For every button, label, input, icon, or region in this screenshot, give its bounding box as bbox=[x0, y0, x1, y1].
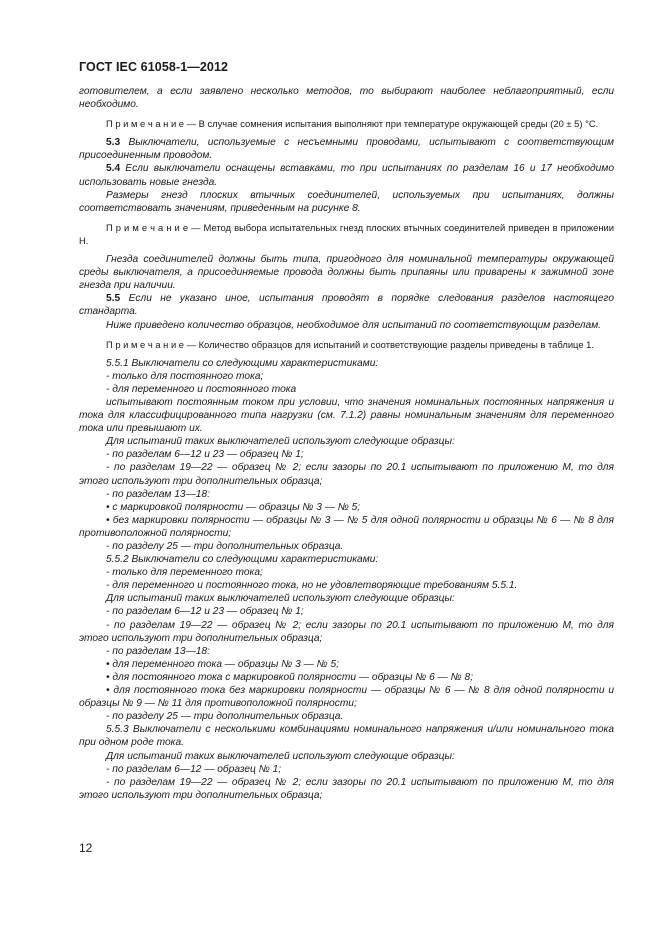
paragraph bbox=[79, 540, 614, 553]
paragraph-text: 5.5.1 Выключатели со следующими характеристиками: bbox=[106, 357, 379, 369]
paragraph-text: - по разделам 13—18: bbox=[106, 488, 210, 500]
paragraph-text: - для переменного и постоянного тока, но не удовлетворяющие требованиям 5.5.1. bbox=[106, 580, 518, 592]
paragraph-text: Если выключатели оснащены вставками, то при испытаниях по разделам 16 и 17 необходимо использовать новые гнезда. bbox=[79, 163, 614, 188]
paragraph bbox=[79, 85, 614, 111]
paragraph-text: Для испытаний таких выключателей используют следующие образцы: bbox=[106, 750, 455, 762]
paragraph-text: П р и м е ч а н и е — Количество образцов для испытаний и соответствующие разделы приведены в таблице 1. bbox=[106, 338, 594, 350]
paragraph bbox=[79, 461, 614, 487]
paragraph-text: - по разделам 19—22 — образец № 2; если зазоры по 20.1 испытывают по приложению М, то для этого используют три дополнительных образца; bbox=[79, 776, 614, 801]
note-paragraph bbox=[79, 221, 614, 247]
paragraph-text: - по разделам 19—22 — образец № 2; если зазоры по 20.1 испытывают по приложению М, то для этого используют три дополнительных образца; bbox=[79, 462, 614, 487]
paragraph bbox=[79, 579, 614, 592]
document-header: ГОСТ IEC 61058-1—2012 bbox=[79, 60, 229, 74]
paragraph-text: готовителем, а если заявлено несколько методов, то выбирают наиболее неблагоприятный, если необходимо. bbox=[79, 86, 614, 111]
paragraph-text: - по разделам 19—22 — образец № 2; если зазоры по 20.1 испытывают по приложению М, то для этого используют три дополнительных образца; bbox=[79, 619, 614, 644]
page-number: 12 bbox=[79, 841, 93, 855]
paragraph-text: - по разделам 6—12 и 23 — образец № 1; bbox=[106, 449, 304, 461]
paragraph bbox=[79, 619, 614, 645]
paragraph bbox=[79, 776, 614, 802]
paragraph-text: • для постоянного тока с маркировкой полярности — образцы № 6 — № 8; bbox=[106, 671, 474, 683]
body-text bbox=[79, 85, 614, 802]
paragraph-text: - по разделам 13—18: bbox=[106, 645, 210, 657]
paragraph-text: Для испытаний таких выключателей используют следующие образцы: bbox=[106, 593, 455, 605]
paragraph-text: 5.5.2 Выключатели со следующими характеристиками: bbox=[106, 554, 379, 566]
paragraph bbox=[79, 370, 614, 383]
paragraph bbox=[79, 553, 614, 566]
paragraph bbox=[79, 136, 614, 162]
paragraph-text: • для постоянного тока без маркировки полярности — образцы № 6 — № 8 для одной полярности и образцы № 9 — № 11 для противоположной полярности; bbox=[79, 685, 614, 710]
paragraph bbox=[79, 763, 614, 776]
paragraph-text: - по разделу 25 — три дополнительных образца. bbox=[106, 711, 344, 723]
paragraph-text: - для переменного и постоянного тока bbox=[106, 383, 297, 395]
clause-number: 5.4 bbox=[106, 163, 121, 175]
paragraph-text: - по разделам 6—12 и 23 — образец № 1; bbox=[106, 606, 304, 618]
paragraph bbox=[79, 566, 614, 579]
paragraph-text: - только для переменного тока; bbox=[106, 567, 263, 579]
paragraph bbox=[79, 435, 614, 448]
paragraph-text: Размеры гнезд плоских втычных соединителей, используемых при испытаниях, должны соответствовать значениям, приведенным на рисунке 8. bbox=[79, 189, 614, 214]
paragraph bbox=[79, 671, 614, 684]
paragraph bbox=[79, 292, 614, 318]
note-paragraph bbox=[79, 117, 614, 130]
paragraph-text: испытывают постоянным током при условии, что значения номинальных постоянных напряжения и тока для классифицированного типа нагрузки (см. 7.1.2) равны номинальным значениям для переменного тока или превышают их. bbox=[79, 396, 614, 435]
paragraph bbox=[79, 645, 614, 658]
paragraph-text: • с маркировкой полярности — образцы № 3 — № 5; bbox=[106, 501, 361, 513]
paragraph bbox=[79, 383, 614, 396]
paragraph bbox=[79, 396, 614, 435]
paragraph bbox=[79, 723, 614, 749]
paragraph bbox=[79, 710, 614, 723]
paragraph bbox=[79, 605, 614, 618]
paragraph bbox=[79, 658, 614, 671]
paragraph-text: Для испытаний таких выключателей используют следующие образцы: bbox=[106, 436, 455, 448]
paragraph bbox=[79, 750, 614, 763]
paragraph bbox=[79, 253, 614, 292]
paragraph bbox=[79, 592, 614, 605]
paragraph-text: Выключатели, используемые с несъемными проводами, испытывают с соответствующим присоединенным проводом. bbox=[79, 137, 614, 162]
paragraph-text: Гнезда соединителей должны быть типа, пригодного для номинальной температуры окружающей среды выключателя, а присоединяемые провода должны быть припаяны или приварены к зажимной зоне гнезда при наличии. bbox=[79, 254, 614, 292]
paragraph bbox=[79, 319, 614, 332]
paragraph bbox=[79, 501, 614, 514]
paragraph-text: • без маркировки полярности — образцы № 3 — № 5 для одной полярности и образцы № 6 — № 8 для противоположной полярности; bbox=[79, 514, 614, 539]
clause-number: 5.3 bbox=[106, 137, 121, 149]
paragraph bbox=[79, 448, 614, 461]
paragraph-text: - по разделам 6—12 — образец № 1; bbox=[106, 763, 282, 775]
clause-number: 5.5 bbox=[106, 293, 121, 305]
paragraph-text: Ниже приведено количество образцов, необходимое для испытаний по соответствующим разделам. bbox=[106, 319, 602, 331]
note-paragraph bbox=[79, 338, 614, 351]
paragraph-text: • для переменного тока — образцы № 3 — № 5; bbox=[106, 658, 339, 670]
paragraph bbox=[79, 684, 614, 710]
paragraph-text: П р и м е ч а н и е — В случае сомнения испытания выполняют при температуре окружающей среды (20 ± 5) °C. bbox=[106, 118, 599, 130]
paragraph bbox=[79, 514, 614, 540]
paragraph bbox=[79, 357, 614, 370]
paragraph bbox=[79, 488, 614, 501]
paragraph bbox=[79, 189, 614, 215]
paragraph-text: П р и м е ч а н и е — Метод выбора испытательных гнезд плоских втычных соединителей приведен в приложении Н. bbox=[79, 221, 614, 246]
paragraph-text: - по разделу 25 — три дополнительных образца. bbox=[106, 541, 344, 552]
paragraph-text: Если не указано иное, испытания проводят в порядке следования разделов настоящего стандарта. bbox=[79, 293, 614, 318]
paragraph-text: 5.5.3 Выключатели с несколькими комбинациями номинального напряжения и/или номинального тока при одном роде тока. bbox=[79, 724, 614, 749]
paragraph-text: - только для постоянного тока; bbox=[106, 370, 264, 382]
paragraph bbox=[79, 162, 614, 188]
